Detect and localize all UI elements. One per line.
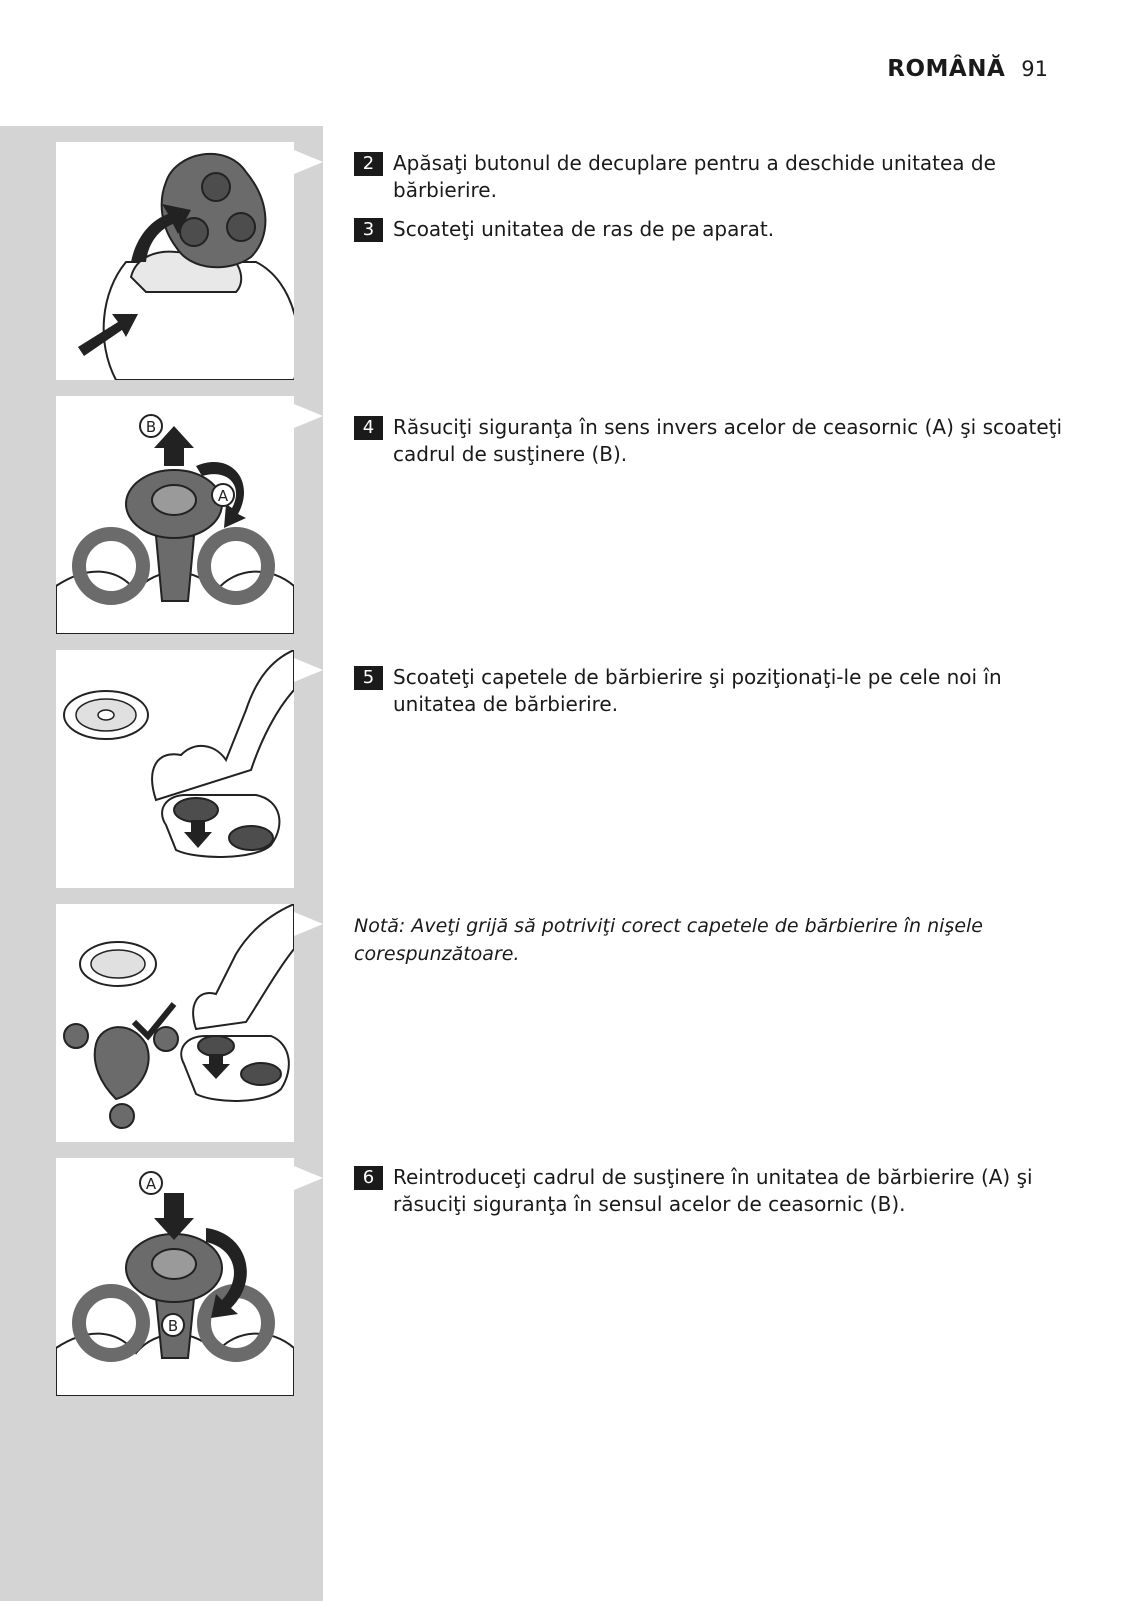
step-number-badge: 5 [354, 666, 383, 690]
label-b: B [145, 418, 157, 436]
step-text: Reintroduceţi cadrul de susţinere în unitatea de bărbierire (A) şi răsuciţi siguranţa în sensul acelor de ceasornic (B). [393, 1165, 1033, 1216]
step-5 [354, 664, 1074, 718]
step-text: Scoateţi capetele de bărbierire şi poziţionaţi-le pe cele noi în unitatea de bărbierire. [393, 665, 1002, 716]
align-shaving-heads-illustration [56, 904, 294, 1142]
page-number: 91 [1021, 57, 1048, 81]
note-text: Notă: Aveţi grijă să potriviţi corect capetele de bărbierire în nişele corespunzătoare. [354, 915, 983, 965]
step-number-badge: 2 [354, 152, 383, 176]
remove-retaining-frame-illustration [56, 396, 294, 634]
step-2 [354, 150, 1074, 204]
reinsert-retaining-frame-illustration [56, 1158, 294, 1396]
step-text: Scoateţi unitatea de ras de pe aparat. [393, 217, 775, 241]
label-a: A [145, 1175, 157, 1193]
step-4 [354, 414, 1074, 468]
step-text: Răsuciţi siguranţa în sens invers acelor de ceasornic (A) şi scoateţi cadrul de susţinere (B). [393, 415, 1063, 466]
step-6 [354, 1164, 1074, 1218]
panel-pointer [294, 404, 323, 428]
panel-pointer [294, 658, 323, 682]
panel-pointer [294, 150, 323, 174]
step-number-badge: 3 [354, 218, 383, 242]
step-number-badge: 6 [354, 1166, 383, 1190]
language-title: ROMÂNĂ [887, 56, 1006, 82]
step-text: Apăsaţi butonul de decuplare pentru a deschide unitatea de bărbierire. [393, 151, 996, 202]
label-a: A [217, 487, 229, 505]
open-shaving-unit-illustration [56, 142, 294, 380]
panel-pointer [294, 912, 323, 936]
label-b: B [167, 1317, 179, 1335]
page-header [887, 56, 1048, 82]
panel-pointer [294, 1166, 323, 1190]
replace-shaving-heads-illustration [56, 650, 294, 888]
step-3 [354, 216, 1074, 243]
step-number-badge: 4 [354, 416, 383, 440]
